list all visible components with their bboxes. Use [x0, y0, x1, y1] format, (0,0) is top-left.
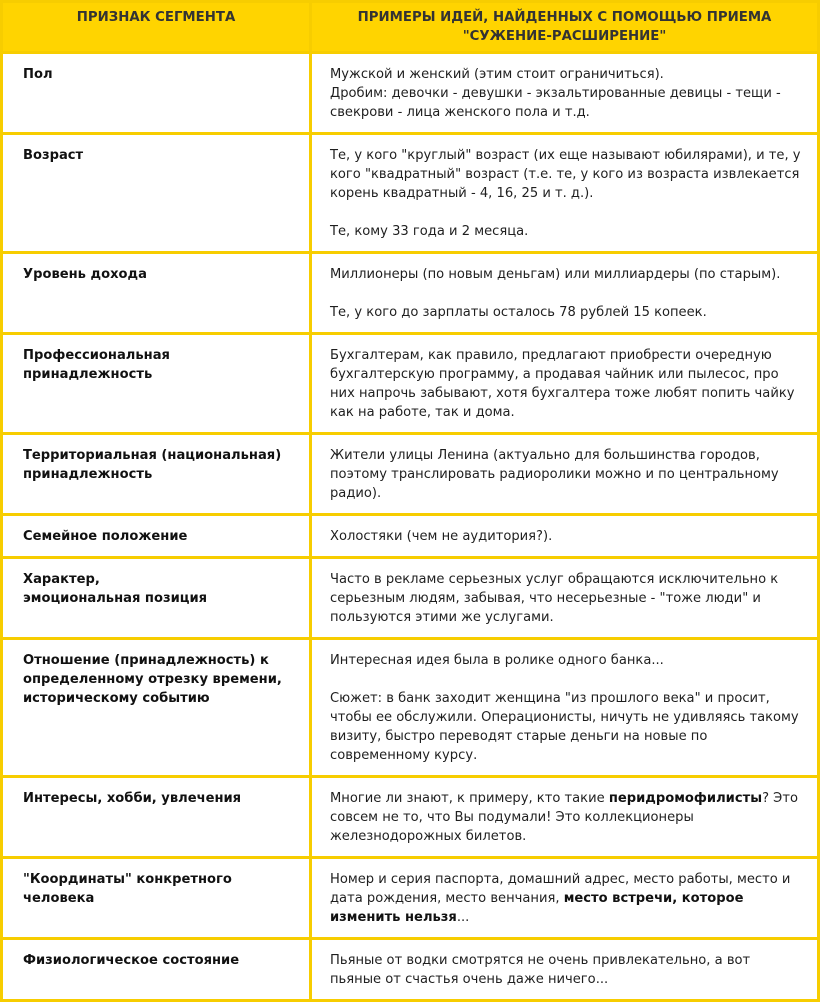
segment-attribute-cell: Территориальная (национальная) принадлежность [3, 435, 309, 513]
segment-attribute-cell: Семейное положение [3, 516, 309, 556]
table-row [3, 54, 817, 132]
example-cell [312, 335, 817, 432]
attribute-line: эмоциональная позиция [23, 591, 208, 606]
segment-attribute-cell: "Координаты" конкретного человека [3, 859, 309, 937]
segment-attribute-cell: Профессиональная принадлежность [3, 335, 309, 432]
table-header-row [3, 3, 817, 51]
example-cell [312, 778, 817, 856]
table-row [3, 940, 817, 999]
header-segment-attribute: ПРИЗНАК СЕГМЕНТА [3, 3, 309, 51]
example-text: Те, у кого "круглый" возраст (их еще называют юбилярами), и те, у кого "квадратный" возраст (т.е. те, у кого из возраста извлекается корень квадратный - 4, 16, 25 и т. д.). [330, 148, 801, 201]
example-text: Пьяные от водки смотрятся не очень привлекательно, а вот пьяные от счастья очень даже ничего... [330, 953, 751, 987]
example-text: Бухгалтерам, как правило, предлагают приобрести очередную бухгалтерскую программу, а продавая чайник или пылесос, про них напрочь забывают, хотя бухгалтера тоже любят попить чайку как на работе, так и дома. [330, 348, 795, 420]
segment-attribute-cell: Уровень дохода [3, 254, 309, 332]
table-row [3, 254, 817, 332]
example-text: Миллионеры (по новым деньгам) или миллиардеры (по старым). [330, 267, 781, 282]
example-text: Те, у кого до зарплаты осталось 78 рублей 15 копеек. [330, 305, 707, 320]
table-row [3, 516, 817, 556]
highlighted-term: место встречи, которое изменить нельзя [330, 891, 744, 925]
segment-attribute-cell: Интересы, хобби, увлечения [3, 778, 309, 856]
segment-attribute-cell: Пол [3, 54, 309, 132]
header-idea-examples [312, 3, 817, 51]
example-cell [312, 254, 817, 332]
table-row [3, 640, 817, 775]
example-text: Дробим: девочки - девушки - экзальтированные девицы - тещи - свекрови - лица женского пола и т.д. [330, 86, 781, 120]
example-cell [312, 54, 817, 132]
segment-attribute-cell: Возраст [3, 135, 309, 251]
table-row [3, 859, 817, 937]
header-examples-line2: "СУЖЕНИЕ-РАСШИРЕНИЕ" [462, 29, 667, 44]
example-cell [312, 135, 817, 251]
example-cell [312, 640, 817, 775]
example-cell [312, 559, 817, 637]
table-row [3, 778, 817, 856]
highlighted-term: перидромофилисты [608, 791, 763, 806]
example-text: Холостяки (чем не аудитория?). [330, 529, 553, 544]
example-text: Мужской и женский (этим стоит ограничиться). [330, 67, 664, 82]
example-cell [312, 435, 817, 513]
segment-attribute-cell: Отношение (принадлежность) к определенному отрезку времени, историческому событию [3, 640, 309, 775]
example-text: Жители улицы Ленина (актуально для большинства городов, поэтому транслировать радиоролики можно и по центральному радио). [330, 448, 779, 501]
table-row [3, 135, 817, 251]
example-text: Часто в рекламе серьезных услуг обращаются исключительно к серьезным людям, забывая, что несерьезные - "тоже люди" и пользуются этими же услугами. [330, 572, 779, 625]
example-cell [312, 859, 817, 937]
example-text: Интересная идея была в ролике одного банка... [330, 653, 664, 668]
table-row [3, 335, 817, 432]
table-row [3, 559, 817, 637]
attribute-line: Характер, [23, 572, 100, 587]
example-text: Номер и серия паспорта, домашний адрес, место работы, место и дата рождения, место венчания, место встречи, которое изменить нельзя... [330, 872, 791, 925]
example-text: Многие ли знают, к примеру, кто такие перидромофилисты? Это совсем не то, что Вы подумали! Это коллекционеры железнодорожных билетов. [330, 791, 798, 844]
example-cell [312, 516, 817, 556]
example-text: Сюжет: в банк заходит женщина "из прошлого века" и просит, чтобы ее обслужили. Операционисты, ничуть не удивляясь такому визиту, быстро переводят старые деньги на новые по современному курсу. [330, 691, 799, 763]
segment-attribute-cell [3, 559, 309, 637]
header-examples-line1: ПРИМЕРЫ ИДЕЙ, НАЙДЕННЫХ С ПОМОЩЬЮ ПРИЕМА [357, 10, 772, 25]
table-row [3, 435, 817, 513]
example-cell [312, 940, 817, 999]
segment-attribute-cell: Физиологическое состояние [3, 940, 309, 999]
example-text: Те, кому 33 года и 2 месяца. [330, 224, 529, 239]
